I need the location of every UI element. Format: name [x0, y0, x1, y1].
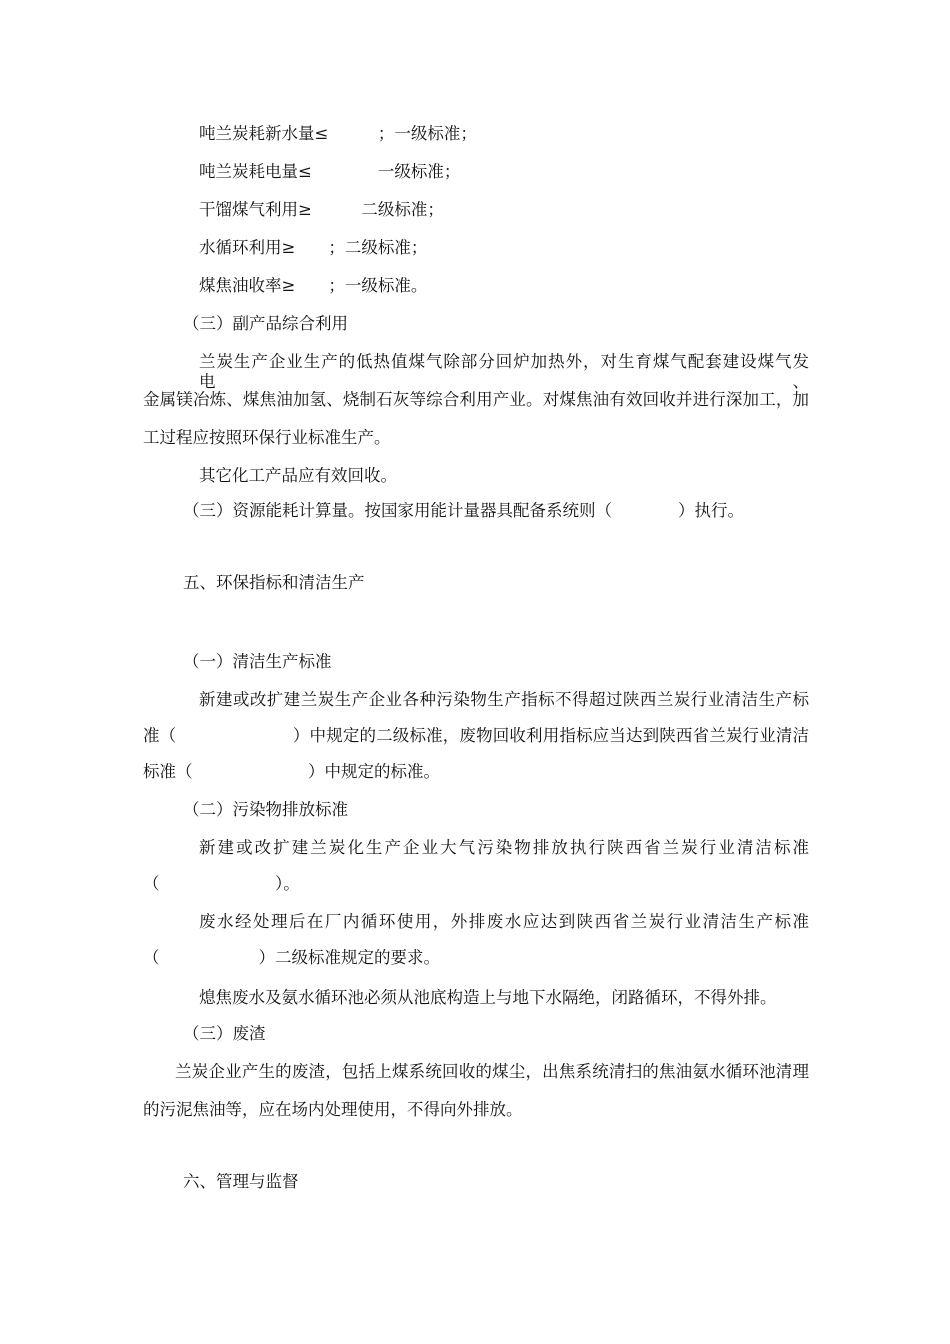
- pollution-heading: （二）污染物排放标准: [183, 800, 348, 819]
- indicator-power: 吨兰炭耗电量≤ 一级标准；: [199, 162, 461, 181]
- clean-heading: （一）清洁生产标准: [183, 652, 332, 671]
- byproduct-other: 其它化工产品应有效回收。: [199, 466, 397, 485]
- byproduct-para-line: 金属镁冶炼、煤焦油加氢、烧制石灰等综合利用产业。对煤焦油有效回收并进行深加工，加: [143, 390, 809, 409]
- waste-heading: （三）废渣: [183, 1024, 266, 1043]
- waste-para-line: 兰炭企业产生的废渣，包括上煤系统回收的煤尘，出焦系统清扫的焦油氨水循环池清理: [175, 1062, 809, 1081]
- indicator-tar: 煤焦油收率≥ ；一级标准。: [199, 276, 428, 295]
- wastewater-para-line: （ ）二级标准规定的要求。: [143, 948, 440, 967]
- indicator-water: 吨兰炭耗新水量≤ ；一级标准；: [199, 124, 477, 143]
- clean-para-line: 准（ ）中规定的二级标准，废物回收利用指标应当达到陕西省兰炭行业清洁: [143, 726, 809, 745]
- clean-para-line: 新建或改扩建兰炭生产企业各种污染物生产指标不得超过陕西兰炭行业清洁生产标: [199, 690, 809, 709]
- byproduct-heading: （三）副产品综合利用: [183, 314, 348, 333]
- byproduct-para-line: 工过程应按照环保行业标准生产。: [143, 428, 391, 447]
- clean-para-line: 标准（ ）中规定的标准。: [143, 762, 440, 781]
- indicator-water-cycle: 水循环利用≥ ；二级标准；: [199, 238, 428, 257]
- resource-metering: （三）资源能耗计算量。按国家用能计量器具配备系统则（ ）执行。: [183, 501, 744, 520]
- indicator-gas: 干馏煤气利用≥ 二级标准；: [199, 200, 444, 219]
- section6-title: 六、管理与监督: [183, 1172, 299, 1191]
- wastewater-para-line: 废水经处理后在厂内循环使用，外排废水应达到陕西省兰炭行业清洁生产标准: [199, 912, 809, 931]
- byproduct-para-line: 兰炭生产企业生产的低热值煤气除部分回炉加热外，对生育煤气配套建设煤气发电、: [199, 352, 809, 391]
- waste-para-line: 的污泥焦油等，应在场内处理使用，不得向外排放。: [143, 1100, 523, 1119]
- pollution-para-line: 新建或改扩建兰炭化生产企业大气污染物排放执行陕西省兰炭行业清洁标准: [199, 838, 809, 857]
- section5-title: 五、环保指标和清洁生产: [183, 573, 365, 592]
- quench-water-para: 熄焦废水及氨水循环池必须从池底构造上与地下水隔绝，闭路循环，不得外排。: [199, 988, 777, 1007]
- pollution-para-line: （ ）。: [143, 874, 300, 893]
